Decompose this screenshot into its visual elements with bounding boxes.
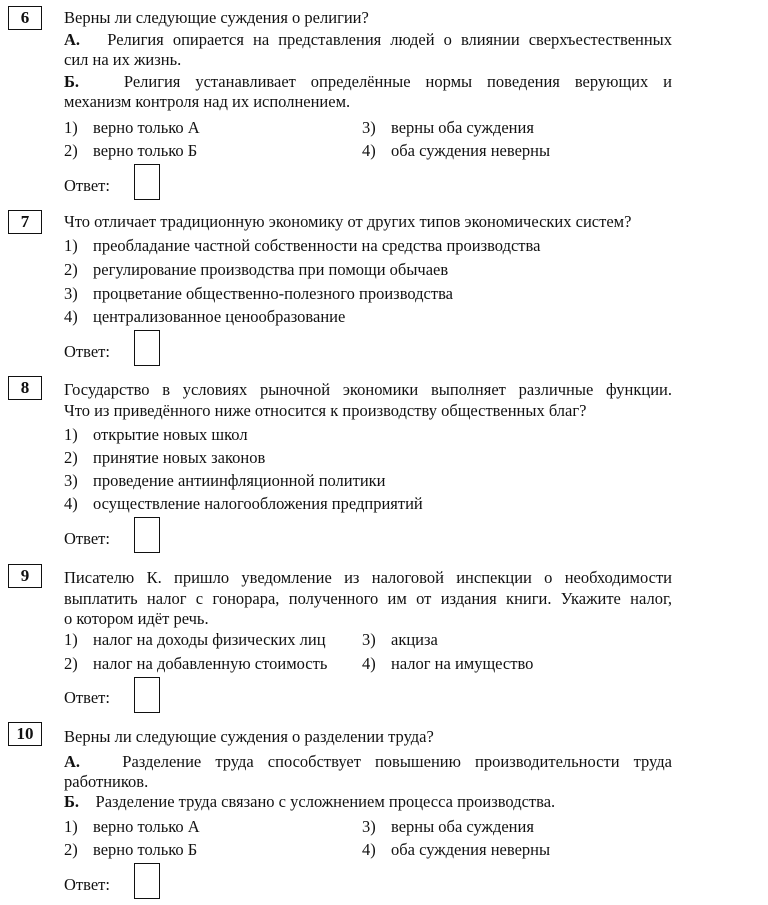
question-number: 10 xyxy=(8,722,42,746)
statement-a-continued: работников. xyxy=(64,772,149,791)
statement-letter: А. xyxy=(64,30,81,49)
question-number: 7 xyxy=(8,210,42,234)
question-number: 9 xyxy=(8,564,42,588)
option-3: 3) процветание общественно-полезного производства xyxy=(64,284,453,303)
question-text: Писателю К. пришло уведомление из налоговой инспекции о необходимости xyxy=(64,568,672,587)
statement-a xyxy=(64,752,672,772)
option-3: 3) проведение антиинфляционной политики xyxy=(64,471,386,490)
option-2: 2) налог на добавленную стоимость xyxy=(64,654,328,673)
answer-box[interactable] xyxy=(134,677,160,713)
question-text: Верны ли следующие суждения о религии? xyxy=(64,8,369,27)
statement-letter: Б. xyxy=(64,792,80,811)
option-1: 1) верно только А xyxy=(64,817,200,836)
answer-label: Ответ: xyxy=(64,529,110,548)
statement-a-continued: сил на их жизнь. xyxy=(64,50,182,69)
option-2: 2) верно только Б xyxy=(64,141,198,160)
statement-text: Разделение труда способствует повышению производительности труда xyxy=(122,752,672,771)
statement-a xyxy=(64,30,672,50)
option-4: 4) централизованное ценообразование xyxy=(64,307,346,326)
answer-label: Ответ: xyxy=(64,688,110,707)
option-2: 2) регулирование производства при помощи обычаев xyxy=(64,260,449,279)
option-4: 4) осуществление налогообложения предприятий xyxy=(64,494,423,513)
option-1: 1) налог на доходы физических лиц xyxy=(64,630,326,649)
statement-letter: А. xyxy=(64,752,81,771)
answer-box[interactable] xyxy=(134,863,160,899)
option-4: 4) оба суждения неверны xyxy=(362,840,551,859)
option-3: 3) верны оба суждения xyxy=(362,817,534,836)
option-1: 1) преобладание частной собственности на средства производства xyxy=(64,236,541,255)
statement-text: Религия устанавливает определённые нормы поведения верующих и xyxy=(123,72,673,91)
option-4: 4) налог на имущество xyxy=(362,654,534,673)
option-1: 1) верно только А xyxy=(64,118,200,137)
statement-b-continued: механизм контроля над их исполнением. xyxy=(64,92,351,111)
statement-letter: Б. xyxy=(64,72,80,91)
question-text-continued: о котором идёт речь. xyxy=(64,609,209,628)
statement-text: Разделение труда связано с усложнением процесса производства. xyxy=(95,792,556,811)
answer-box[interactable] xyxy=(134,164,160,200)
answer-box[interactable] xyxy=(134,517,160,553)
option-2: 2) верно только Б xyxy=(64,840,198,859)
option-2: 2) принятие новых законов xyxy=(64,448,266,467)
question-text-continued: выплатить налог с гонорара, полученного им от издания книги. Укажите налог, xyxy=(64,589,672,608)
option-4: 4) оба суждения неверны xyxy=(362,141,551,160)
option-1: 1) открытие новых школ xyxy=(64,425,248,444)
answer-box[interactable] xyxy=(134,330,160,366)
answer-label: Ответ: xyxy=(64,176,110,195)
statement-b xyxy=(64,72,672,92)
statement-text: Религия опирается на представления людей о влиянии сверхъестественных xyxy=(107,30,673,49)
answer-label: Ответ: xyxy=(64,342,110,361)
question-text: Государство в условиях рыночной экономики выполняет различные функции. xyxy=(64,380,672,399)
question-text-continued: Что из приведённого ниже относится к производству общественных благ? xyxy=(64,401,587,420)
question-text: Что отличает традиционную экономику от других типов экономических систем? xyxy=(64,212,632,231)
question-text: Верны ли следующие суждения о разделении труда? xyxy=(64,727,434,746)
option-3: 3) акциза xyxy=(362,630,438,649)
question-number: 6 xyxy=(8,6,42,30)
option-3: 3) верны оба суждения xyxy=(362,118,534,137)
statement-b xyxy=(64,792,555,812)
question-number: 8 xyxy=(8,376,42,400)
answer-label: Ответ: xyxy=(64,875,110,894)
